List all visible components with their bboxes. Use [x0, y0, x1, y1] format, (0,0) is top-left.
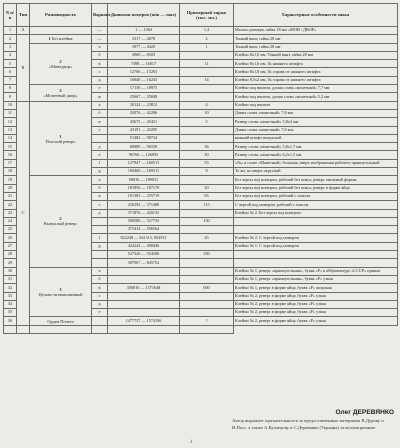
variant-cell: a: [92, 176, 108, 184]
row-number: 2: [4, 35, 17, 43]
table-row: [4, 27, 398, 35]
features-cell: Длина слова «монетный» 7,6 мм,: [234, 126, 398, 134]
features-cell: [180, 325, 234, 333]
catalog-table: [3, 3, 398, 334]
range-cell: 60889 — 96558: [108, 143, 180, 151]
mintage-cell: 55: [180, 159, 234, 167]
variant-cell: [92, 217, 108, 225]
features-cell: Без черты под номером, рабочий с поясом: [234, 192, 398, 200]
row-number: 11: [4, 109, 17, 117]
col-variant: Вариант: [92, 4, 108, 27]
mintage-cell: 115: [180, 201, 234, 209]
range-cell: 387067 — 845752: [108, 259, 180, 267]
range-cell: 3977 — 4420: [108, 43, 180, 51]
mintage-cell: [180, 176, 234, 184]
mintage-cell: 9: [180, 168, 234, 176]
features-cell: Клеймо № 2, реверс в форме яйца, буква «Р» узкая: [234, 300, 398, 308]
table-row: [4, 101, 398, 109]
features-cell: Клеймо под винтом, длина слова «монетный» 5,2 мм: [234, 93, 398, 101]
col-variety: Разновидность: [30, 4, 92, 27]
row-number: 4: [4, 51, 17, 59]
mintage-cell: [180, 226, 234, 234]
features-cell: Тонкий винт, гайка 28 мм: [234, 43, 398, 51]
variety-number: 1: [48, 36, 51, 42]
features-cell: Размер слова «монетный» 5,8х2 мм: [234, 118, 398, 126]
range-cell: 160460 — 169311: [108, 168, 180, 176]
row-number: 10: [4, 101, 17, 109]
variant-cell: [92, 251, 108, 259]
row-number: 29: [4, 259, 17, 267]
row-number: 20: [4, 184, 17, 192]
mintage-cell: ?: [180, 317, 234, 325]
mintage-cell: [180, 209, 234, 217]
row-number: 23: [4, 209, 17, 217]
features-cell: Малого размера, гайка 18 мм «МОН / ДВОР»: [234, 27, 398, 35]
variety-cell: [30, 267, 92, 317]
variety-cell: [30, 85, 92, 102]
range-cell: 32076 — 42206: [108, 109, 180, 117]
mintage-cell: [180, 126, 234, 134]
row-number: 24: [4, 217, 17, 225]
mintage-cell: [108, 325, 180, 333]
variety-cell: Орден Почета: [30, 317, 92, 325]
mintage-cell: 10: [180, 109, 234, 117]
features-cell: Тонкий винт, гайка 28 мм: [234, 35, 398, 43]
mintage-cell: [180, 292, 234, 300]
range-cell: 181856 — 187179: [108, 184, 180, 192]
variety-number: 3: [59, 87, 62, 93]
variety-cell: [17, 325, 30, 333]
range-cell: 96766 — 126895: [108, 151, 180, 159]
table-row: [4, 35, 398, 43]
mintage-cell: 30: [180, 151, 234, 159]
mintage-cell: 65: [180, 192, 234, 200]
mintage-cell: 36: [180, 143, 234, 151]
variant-cell: —: [92, 27, 108, 35]
row-number: 22: [4, 201, 17, 209]
range-cell: 1 — 1364: [108, 27, 180, 35]
row-number: 26: [4, 234, 17, 242]
row-number: 25: [4, 226, 17, 234]
row-number: 18: [4, 168, 17, 176]
row-number: 33: [4, 292, 17, 300]
variety-number: 2: [59, 58, 62, 64]
acknowledgement-text: Автор выражает признательность за предоставленные материалы В.Дурову и И.Пасс, а также А.Кузнецову и С.Деревянко (Украина) за коллекционные: [232, 418, 384, 430]
row-number: 8: [4, 85, 17, 93]
variety-cell: [30, 176, 92, 267]
variety-label: Без клейма: [51, 36, 73, 42]
variant-cell: —: [92, 35, 108, 43]
range-cell: [108, 300, 180, 308]
type-cell: B: [17, 35, 30, 101]
range-cell: 1477737 — 1574196: [108, 317, 180, 325]
range-cell: 16040 — 16243: [108, 76, 180, 84]
range-cell: 69816 — 189031: [108, 176, 180, 184]
col-type: Тип: [17, 4, 30, 27]
mintage-cell: 150: [180, 217, 234, 225]
row-number: 12: [4, 118, 17, 126]
mintage-cell: [180, 300, 234, 308]
variety-cell: [30, 101, 92, 176]
features-cell: Клеймо 8х1,6 мм. Тонкий винт, гайка 28 мм: [234, 51, 398, 59]
features-cell: Клеймо под винтом: [234, 101, 398, 109]
features-cell: Клеймо № 2. Без черты под номером: [234, 209, 398, 217]
features-cell: Без черты под номером, рабочий без пояса, реверс в форме яйца: [234, 184, 398, 192]
mintage-cell: 11: [180, 60, 234, 68]
mintage-cell: 5: [180, 118, 234, 126]
mintage-cell: [180, 242, 234, 250]
col-number: N п/п: [4, 4, 17, 27]
features-cell: Клеймо под винтом, длина слова «монетный» 7,7 мм: [234, 85, 398, 93]
features-cell: Клеймо № 1, реверс «прямоугольная», буква «Р» в аббревиатуре «СССР» прямая: [234, 267, 398, 275]
features-cell: То же, но вверх округлый: [234, 168, 398, 176]
table-row: [4, 317, 398, 325]
mintage-cell: 2: [180, 35, 234, 43]
table-row: [4, 176, 398, 184]
range-cell: 375414 — 556564: [108, 226, 180, 234]
variant-cell: [92, 226, 108, 234]
mintage-cell: 600: [180, 284, 234, 292]
mintage-cell: [180, 259, 234, 267]
mintage-cell: [180, 309, 234, 317]
variety-label: Выпуклый реверс: [43, 221, 78, 227]
col-features: Характерные особенности знака: [234, 4, 398, 27]
features-cell: Клеймо № 2, реверс в форме яйца, буква «Р» узкая: [234, 292, 398, 300]
features-cell: Клеймо 8х1,6 мм. № нижнего штифта: [234, 60, 398, 68]
variant-cell: в: [92, 60, 108, 68]
variant-cell: в: [92, 192, 108, 200]
col-range: Диапазон номеров (min — max): [108, 4, 180, 27]
features-cell: Клеймо № 1. С чертой под номером: [234, 242, 398, 250]
range-cell: [108, 275, 180, 283]
range-cell: [92, 325, 108, 333]
mintage-cell: [180, 267, 234, 275]
mintage-cell: [180, 134, 234, 142]
mintage-cell: [180, 68, 234, 76]
mintage-cell: [180, 275, 234, 283]
row-number: 3: [4, 43, 17, 51]
mintage-cell: 25: [180, 234, 234, 242]
row-number: 15: [4, 143, 17, 151]
variant-cell: c: [92, 292, 108, 300]
row-number: 19: [4, 176, 17, 184]
range-cell: [108, 267, 180, 275]
mintage-cell: [180, 85, 234, 93]
features-cell: Клеймо № 2, реверс в форме яйца, буква «Р» узкая: [234, 309, 398, 317]
range-cell: 51482 — 98734: [108, 134, 180, 142]
variant-cell: e: [92, 151, 108, 159]
features-cell: Клеймо № 2. С чертой под номером: [234, 234, 398, 242]
variant-cell: g: [92, 242, 108, 250]
features-cell: Клеймо № 2, реверс в форме яйца, буква «Р» узкая: [234, 317, 398, 325]
range-cell: [108, 309, 180, 317]
range-cell: [108, 292, 180, 300]
features-cell: Размер слова «монетный» 6,2х1,5 мм: [234, 151, 398, 159]
variant-cell: c: [92, 68, 108, 76]
features-cell: «№» в слове «Монетный» большая, вверх изображения рабочего прямоугольный: [234, 159, 398, 167]
variant-cell: б: [92, 109, 108, 117]
variety-cell: [30, 27, 92, 35]
variety-label: Цельно-штампованный: [38, 292, 83, 297]
mintage-cell: [180, 93, 234, 101]
variant-cell: [92, 134, 108, 142]
mintage-cell: [180, 51, 234, 59]
row-number: 6: [4, 68, 17, 76]
range-cell: 43191 — 43295: [108, 126, 180, 134]
features-cell: Без черты под номером, рабочий без пояса, реверс овальный формы: [234, 176, 398, 184]
row-number: 34: [4, 300, 17, 308]
variant-cell: в: [92, 284, 108, 292]
row-number: 9: [4, 93, 17, 101]
catalog-sheet: [3, 3, 397, 334]
variant-cell: д: [92, 209, 108, 217]
features-cell: Длина слова «монетный» 7,6 мм: [234, 109, 398, 117]
row-number: 5: [4, 60, 17, 68]
page-number: 4: [190, 440, 193, 445]
variant-cell: ж: [92, 93, 108, 101]
range-cell: 25667 — 35849: [108, 93, 180, 101]
row-number: 35: [4, 309, 17, 317]
mintage-cell: 1: [180, 43, 234, 51]
row-number: 7: [4, 76, 17, 84]
variant-cell: б: [92, 275, 108, 283]
range-cell: 12766 — 15263: [108, 68, 180, 76]
row-number: 31: [4, 275, 17, 283]
range-cell: 424242 — 498446: [108, 242, 180, 250]
row-number: 1: [4, 27, 17, 35]
variant-cell: в: [92, 118, 108, 126]
range-cell: 191383 — 255719: [108, 192, 180, 200]
variant-cell: [30, 325, 92, 333]
variety-label: «Монетный двор»: [43, 92, 78, 98]
features-cell: Клеймо № 1, реверс «прямоугольная», буква «Р» узкая: [234, 275, 398, 283]
variant-cell: д: [92, 300, 108, 308]
range-cell: 45673 — 45421: [108, 118, 180, 126]
features-cell: [234, 259, 398, 267]
variant-cell: a: [92, 101, 108, 109]
features-cell: [234, 251, 398, 259]
features-cell: Размер слова «монетный» 5,8х1,7 мм: [234, 143, 398, 151]
variety-number: 3: [59, 287, 62, 292]
features-cell: С чертой под номером, рабочий с поясом: [234, 201, 398, 209]
variant-cell: f: [92, 159, 108, 167]
range-cell: 822248 — 841315, 854911: [108, 234, 180, 242]
row-number: 17: [4, 159, 17, 167]
row-number: 32: [4, 284, 17, 292]
range-cell: 356816 — 1571648: [108, 284, 180, 292]
table-row: [4, 85, 398, 93]
features-cell: [234, 226, 398, 234]
variant-cell: a: [92, 43, 108, 51]
mintage-cell: 350: [180, 251, 234, 259]
variant-cell: е: [92, 309, 108, 317]
range-cell: 4960 — 8303: [108, 51, 180, 59]
col-mintage: Примерный тираж (тыс. экз.): [180, 4, 234, 27]
features-cell: [234, 217, 398, 225]
variant-cell: д: [92, 76, 108, 84]
row-number: 30: [4, 267, 17, 275]
row-number: [4, 325, 17, 333]
mintage-cell: 1,4: [180, 27, 234, 35]
variety-label: Плоский реверс: [45, 138, 76, 144]
features-cell: Клеймо 8х1,8 мм, № справа от нижнего штифта: [234, 68, 398, 76]
range-cell: 127947 — 160513: [108, 159, 180, 167]
variant-cell: g: [92, 168, 108, 176]
variant-cell: [92, 317, 108, 325]
range-cell: 2317 — 4078: [108, 35, 180, 43]
features-cell: Клеймо № 1, реверс в форме яйца, буква «Р» широкая: [234, 284, 398, 292]
variant-cell: [92, 259, 108, 267]
row-number: 13: [4, 126, 17, 134]
author-signature: Олег ДЕРЕВЯНКО: [335, 409, 394, 416]
range-cell: 500580 — 527735: [108, 217, 180, 225]
variant-cell: д: [92, 143, 108, 151]
variant-cell: e: [92, 85, 108, 93]
variant-cell: г: [92, 126, 108, 134]
mintage-cell: 4: [180, 101, 234, 109]
row-number: 36: [4, 317, 17, 325]
row-number: 16: [4, 151, 17, 159]
mintage-cell: 20: [180, 184, 234, 192]
row-number: 27: [4, 242, 17, 250]
table-row: [4, 43, 398, 51]
row-number: 28: [4, 251, 17, 259]
range-cell: 256392 — 371480: [108, 201, 180, 209]
range-cell: 371876 — 420135: [108, 209, 180, 217]
variety-cell: [30, 43, 92, 84]
type-cell: A: [17, 27, 30, 35]
features-cell: Клеймо 8,5х2 мм, № справа от нижнего штифта: [234, 76, 398, 84]
variant-cell: a: [92, 267, 108, 275]
variant-cell: б: [92, 184, 108, 192]
variety-label: «Монедвор»: [48, 63, 73, 69]
range-cell: 527326 — 554586: [108, 251, 180, 259]
variant-cell: f: [92, 234, 108, 242]
range-cell: 20124 — 23812: [108, 101, 180, 109]
type-cell: С: [17, 101, 30, 325]
table-row: [4, 267, 398, 275]
variety-cell: [30, 35, 92, 43]
row-number: 14: [4, 134, 17, 142]
variant-cell: б: [92, 51, 108, 59]
variant-cell: c: [92, 201, 108, 209]
range-cell: 7498 — 16017: [108, 60, 180, 68]
features-cell: нижний штифт выпуклый: [234, 134, 398, 142]
mintage-cell: 14: [180, 76, 234, 84]
variety-number: 2: [59, 216, 62, 222]
table-header-row: [4, 4, 398, 27]
range-cell: 17136 — 18975: [108, 85, 180, 93]
table-row: [4, 325, 398, 333]
variety-number: 1: [59, 133, 62, 139]
row-number: 21: [4, 192, 17, 200]
